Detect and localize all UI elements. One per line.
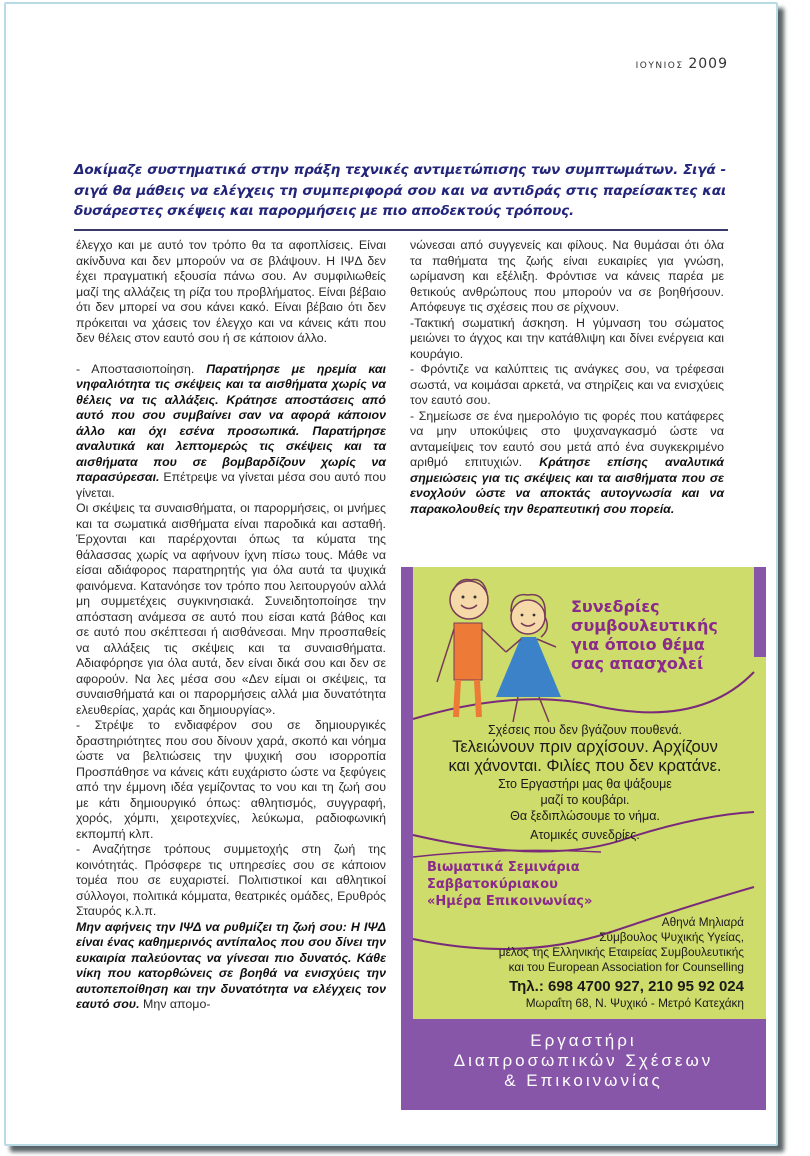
- ad-body-line: και χάνονται. Φιλίες που δεν κρατάνε.: [448, 757, 722, 775]
- ad-headline-line: συμβουλευτικής: [571, 616, 718, 635]
- ad-body-line: Σχέσεις που δεν βγάζουν πουθενά.: [488, 723, 682, 737]
- paragraph: - Φρόντιζε να καλύπτεις τις ανάγκες σου, να τρέφεσαι σωστά, να κοιμάσαι αρκετά, να στηρίζεις και να ενισχύεις τον εαυτό σου.: [410, 362, 724, 407]
- text-run: Μην απομο-: [139, 997, 211, 1011]
- text-run: Επέτρεψε να γίνεται μέσα σου αυτό που γίνεται.: [76, 470, 386, 500]
- contact-role: Σύμβουλος Ψυχικής Υγείας,: [599, 930, 744, 944]
- issue-date: [636, 56, 728, 72]
- ad-body-line: Τελειώνουν πριν αρχίσουν. Αρχίζουν: [452, 738, 718, 756]
- emphasis-text: Μην αφήνεις την ΙΨΔ να ρυθμίζει τη ζωή σου: Η ΙΨΔ είναι ένας καθημερινός αντίπαλος που σου δίνει την ευκαιρία παλεύοντας να γίνεσαι πιο δυνατός. Κάθε νίκη που κατορθώνεις σε βοηθά να ενισχύεις την αυτοπεποίθηση και την δυνατότητα να ελέγχεις τον εαυτό σου.: [76, 919, 386, 1011]
- ad-headline-line: σας απασχολεί: [571, 654, 704, 673]
- article-column-right: [410, 238, 724, 517]
- text-run: - Αποστασιοποίηση.: [76, 361, 207, 376]
- ad-brand-band: [401, 1019, 766, 1110]
- contact-name: Αθηνά Μηλιαρά: [661, 915, 744, 929]
- ad-body-line: μαζί το κουβάρι.: [540, 793, 630, 807]
- brand-line: Εργαστήρι: [530, 1031, 637, 1050]
- ad-body-line: Θα ξεδιπλώσουμε το νήμα.: [510, 809, 660, 823]
- contact-membership: μέλος της Ελληνικής Εταιρείας Συμβουλευτικής: [498, 945, 744, 959]
- issue-year: 2009: [688, 56, 728, 72]
- ad-body-line: Στο Εργαστήρι μας θα ψάξουμε: [498, 777, 672, 791]
- ad-headline-line: Συνεδρίες: [571, 597, 660, 616]
- article-column-left: [76, 238, 386, 1013]
- brand-line: Διαπροσωπικών Σχέσεων: [453, 1051, 714, 1070]
- boy-figure-icon: [437, 579, 506, 717]
- ad-body-line: Ατομικές συνεδρίες.: [530, 828, 640, 842]
- paragraph: έλεγχο και με αυτό τον τρόπο θα τα αφοπλίσεις. Είναι ακίνδυνα και δεν μπορούν να σε βλάψουν. Η ΙΨΔ δεν έχει πραγματική εξουσία πάνω σου. Αν συμφιλιωθείς μαζί της αλλάζεις τη ρίζα του προβλήματος. Είναι βέβαιο ότι δεν μπορεί να σου κάνει κακό. Είναι βέβαιο ότι δεν πρόκειται να χάσεις τον έλεγχο και να κάνεις κάτι που δεν θέλεις στον εαυτό σου ή σε κάποιον άλλο.: [76, 238, 386, 345]
- lead-divider: [74, 229, 728, 231]
- paragraph: [410, 409, 724, 518]
- text-run: - Σημείωσε σε ένα ημερολόγιο τις φορές που κατάφερες να μην υποκύψεις στο ψυχαναγκασμό ώστε να ανταμείψεις τον εαυτό σου μετά από ένα συγκεκριμένο αριθμό επιτυχιών.: [410, 408, 724, 469]
- ad-headline-line: για όποιο θέμα: [571, 635, 705, 654]
- contact-address: Μωραΐτη 68, Ν. Ψυχικό - Μετρό Κατεχάκη: [525, 996, 744, 1010]
- issue-month: ΙΟΥΝΙΟΣ: [635, 61, 684, 71]
- paragraph: [76, 920, 386, 1013]
- ad-body: [415, 722, 755, 843]
- ad-seminar-heading: [427, 859, 592, 910]
- contact-membership: και του European Association for Counselling: [508, 960, 744, 974]
- paragraph: [76, 362, 386, 502]
- ad-seminar-line: Σαββατοκύριακου: [427, 877, 558, 892]
- ad-headline: [571, 597, 718, 673]
- paragraph: Οι σκέψεις τα συναισθήματα, οι παρορμήσεις, οι μνήμες και τα σωματικά αισθήματα είναι παροδικά και ασταθή. Έρχονται και παρέρχονται όπως τα κύματα της θάλασσας χωρίς να αφήνουν ίχνη πίσω τους. Μάθε να είσαι αδιάφορος παρατηρητής για όλα αυτά τα ψυχικά φαινόμενα. Κατανόησε τον τρόπο που λειτουργούν αλλά μη συμμετέχεις συγκινησιακά. Συνειδητοποίησε την απόσταση ανάμεσα σε αυτό που είσαι κατά βάθος και σε αυτό που σκέπτεσαι ή αισθάνεσαι. Μην προσπαθείς να αλλάξεις τις σκέψεις και τα συναισθήματα. Αδιαφόρησε για όλα αυτά, δεν είναι δικά σου και δεν σε αφορούν. Να λες μέσα σου «Δεν είμαι οι σκέψεις, τα συναισθήματά και οι παρορμήσεις αλλά μια δυνατότητα ελευθερίας, χαράς και δημιουργίας».: [76, 501, 386, 717]
- contact-phone: Τηλ.: 698 4700 927, 210 95 92 024: [509, 978, 744, 995]
- advertisement: [401, 567, 766, 1110]
- paragraph: - Στρέψε το ενδιαφέρον σου σε δημιουργικές δραστηριότητες που σου δίνουν χαρά, σκοπό και νόημα ώστε να βελτιώσεις την ψυχική σου ισορροπία Προσπάθησε να κάνεις κάτι ευχάριστο ώστε να ξεφύγεις από την έμμονη ιδέα γεμίζοντας το νου και τη ζωή σου με κάτι δημιουργικό όπως: αθλητισμός, συγγραφή, χορός, χόμπι, χειροτεχνίες, λεύκωμα, ραδιοφωνική εκπομπή κλπ.: [76, 718, 386, 841]
- ad-contact: [499, 915, 744, 1011]
- emphasis-text: Παρατήρησε με ηρεμία και νηφαλιότητα τις σκέψεις και τα αισθήματα χωρίς να θέλεις να τις αλλάξεις. Κράτησε αποστάσεις από αυτό που σου συμβαίνει σαν να αφορά κάποιον άλλο και όχι εσένα προσωπικά. Παρατήρησε αναλυτικά και λεπτομερώς τις σκέψεις και τα αισθήματα που σε βομβαρδίζουν χωρίς να παρασύρεσαι.: [76, 361, 386, 484]
- paragraph: νώνεσαι από συγγενείς και φίλους. Να θυμάσαι ότι όλα τα παθήματα της ζωής είναι ευκαιρίες για γνώση, ωρίμανση και εξέλιξη. Φρόντισε να κάνεις παρέα με θετικούς ανθρώπους που μπορούν να σε βοηθήσουν. Απόφευγε τις σχέσεις που σε ρίχνουν.: [410, 238, 724, 314]
- brand-line: & Επικοινωνίας: [504, 1071, 663, 1090]
- girl-figure-icon: [496, 595, 561, 722]
- lead-paragraph: Δοκίμαζε συστηματικά στην πράξη τεχνικές αντιμετώπισης των συμπτωμάτων. Σιγά - σιγά θα μάθεις να ελέγχεις τη συμπεριφορά σου και να αντιδράς στις παρείσακτες και δυσάρεστες σκέψεις και παρορμήσεις με πιο αποδεκτούς τρόπους.: [74, 162, 726, 219]
- emphasis-text: Κράτησε επίσης αναλυτικά σημειώσεις για τις σκέψεις και τα αισθήματα που σε ενοχλούν ώστε να αποκτάς αυτογνωσία και να παρακολουθείς την θεραπευτική σου πορεία.: [410, 455, 724, 516]
- paragraph: - Αναζήτησε τρόπους συμμετοχής στη ζωή της κοινότητάς. Πρόσφερε τις υπηρεσίες σου σε κάποιον τομέα που σε ευχαριστεί. Πολιτιστικοί και αθλητικοί σύλλογοι, πολιτικά κόμματα, θεατρικές ομάδες, Ερυθρός Σταυρός κ.λ.π.: [76, 842, 386, 918]
- ad-seminar-line: «Ημέρα Επικοινωνίας»: [427, 894, 593, 909]
- ad-seminar-line: Βιωματικά Σεμινάρια: [427, 860, 580, 875]
- paragraph: -Τακτική σωματική άσκηση. Η γύμναση του σώματος μειώνει το άγχος και την κατάθλιψη και δίνει ενέργεια και κουράγιο.: [410, 315, 724, 361]
